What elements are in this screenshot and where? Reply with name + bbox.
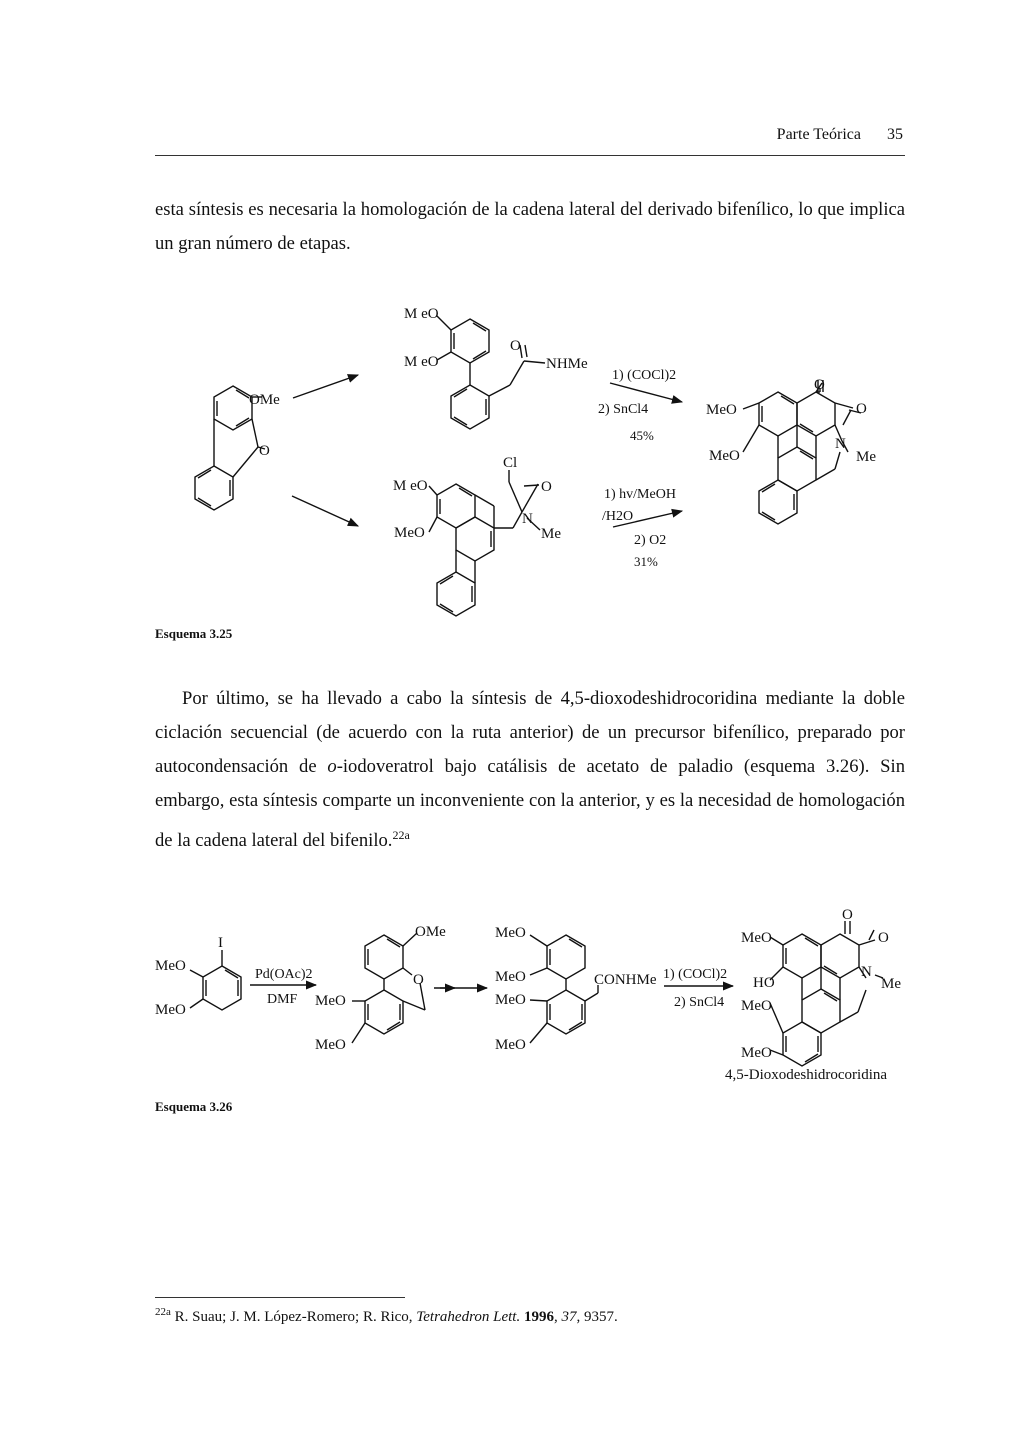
label-o-amide: O xyxy=(510,338,521,354)
label-cl: Cl xyxy=(503,455,518,471)
label-meo-d2: MeO xyxy=(741,998,772,1014)
footnote-marker: 22a xyxy=(155,1306,171,1318)
label-o: O xyxy=(259,443,270,459)
label-ome: OMe xyxy=(249,392,280,408)
label-n-1: N xyxy=(522,511,533,527)
label-n-2: N xyxy=(835,436,846,452)
label-meo-a1: MeO xyxy=(155,958,186,974)
paragraph-text-1: Por último, se ha llevado a cabo la síntesis de 4,5-dioxodeshidrocoridina mediante la doble ciclación secuencial (de acuerdo con la ruta anterior) de un precursor bifenílico, preparado por autocondensación de xyxy=(155,688,905,777)
cond2-line2: /H2O xyxy=(602,509,634,524)
footnote-journal: Tetrahedron Lett. xyxy=(416,1309,521,1325)
label-meo-1: M eO xyxy=(404,306,439,322)
scheme-caption-1: Esquema 3.25 xyxy=(155,626,233,641)
label-meo-b2: MeO xyxy=(315,1037,346,1053)
label-ome-b: OMe xyxy=(415,924,446,940)
yield1: 45% xyxy=(630,428,654,443)
label-meo-b1: MeO xyxy=(315,993,346,1009)
label-i: I xyxy=(218,935,223,951)
label-meo-c4: MeO xyxy=(495,1037,526,1053)
label-o-ring: O xyxy=(413,972,424,988)
cond-b1: 1) (COCl)2 xyxy=(663,967,728,982)
citation-ref[interactable]: 22a xyxy=(392,828,410,842)
label-meo-c2: MeO xyxy=(495,969,526,985)
paragraph-text-2: -iodoveratrol bajo catálisis de acetato de paladio (esquema 3.26). Sin embargo, esta síntesis comparte un inconveniente con la anterior, y es la necesidad de homologación de la cadena lateral del bifenilo. xyxy=(155,756,905,852)
yield2: 31% xyxy=(634,554,658,569)
dioxodeshidrocoridina-structure xyxy=(770,921,883,1066)
label-meo-2: M eO xyxy=(404,354,439,370)
page-number: 35 xyxy=(887,126,903,143)
dibenzopyran-structure xyxy=(352,933,425,1043)
label-meo-d3: MeO xyxy=(741,1045,772,1061)
label-meo-3: M eO xyxy=(393,478,428,494)
label-o-top-2: O xyxy=(842,907,853,923)
label-nhme: NHMe xyxy=(546,356,588,372)
cond1-line2: 2) SnCl4 xyxy=(598,402,649,417)
label-conhme: CONHMe xyxy=(594,972,657,988)
body-paragraph-2 xyxy=(155,682,905,858)
label-o-top: O xyxy=(814,377,825,393)
label-me-1: Me xyxy=(541,526,561,542)
footnote-year: 1996 xyxy=(523,1309,554,1325)
label-o-right-2: O xyxy=(878,930,889,946)
body-paragraph-1: esta síntesis es necesaria la homologación de la cadena lateral del derivado bifenílico, lo que implica un gran número de etapas. xyxy=(155,199,905,254)
iodoveratrole-structure xyxy=(190,950,241,1010)
label-n-3: N xyxy=(861,964,872,980)
header-rule xyxy=(155,155,905,156)
fluorenone-structure xyxy=(195,386,265,510)
footnote-volume: 37 xyxy=(561,1309,577,1325)
footnote-rule xyxy=(155,1297,405,1298)
label-meo-c3: MeO xyxy=(495,992,526,1008)
running-head xyxy=(155,126,903,144)
section-title: Parte Teórica xyxy=(776,126,861,143)
label-o-chloro: O xyxy=(541,479,552,495)
biphenyl-acetamide-structure xyxy=(437,316,545,429)
label-meo-4: MeO xyxy=(394,525,425,541)
label-o-right: O xyxy=(856,401,867,417)
cond2-line3: 2) O2 xyxy=(634,533,667,548)
label-meo-d1: MeO xyxy=(741,930,772,946)
label-me-3: Me xyxy=(881,976,901,992)
dioxoaporphine-product-structure xyxy=(743,380,861,524)
label-me-2: Me xyxy=(856,449,876,465)
cond-b2: 2) SnCl4 xyxy=(674,995,725,1010)
footnote-authors: R. Suau; J. M. López-Romero; R. Rico, xyxy=(170,1309,417,1325)
label-meo-a2: MeO xyxy=(155,1002,186,1018)
cond-a1: Pd(OAc)2 xyxy=(255,967,313,982)
product-name: 4,5-Dioxodeshidrocoridina xyxy=(725,1067,888,1083)
label-meo-c1: MeO xyxy=(495,925,526,941)
chloroacetamide-phenanthrene-structure xyxy=(429,470,540,616)
label-ho: HO xyxy=(753,975,775,991)
biphenyl-amide-structure xyxy=(530,935,598,1043)
label-meo-5: MeO xyxy=(706,402,737,418)
paragraph-italic: o xyxy=(327,756,337,777)
label-meo-6: MeO xyxy=(709,448,740,464)
cond1-line1: 1) (COCl)2 xyxy=(612,368,677,383)
cond-a2: DMF xyxy=(267,992,298,1007)
scheme-caption-2: Esquema 3.26 xyxy=(155,1099,233,1114)
cond2-line1: 1) hv/MeOH xyxy=(604,487,676,502)
footnote: $^{22a}$ R. Suau; J. M. López-Romero; R. Rico, Tetrahedron Lett. 1996, 37, 9357. xyxy=(155,1306,618,1325)
footnote-pages: , 9357. xyxy=(576,1309,618,1325)
